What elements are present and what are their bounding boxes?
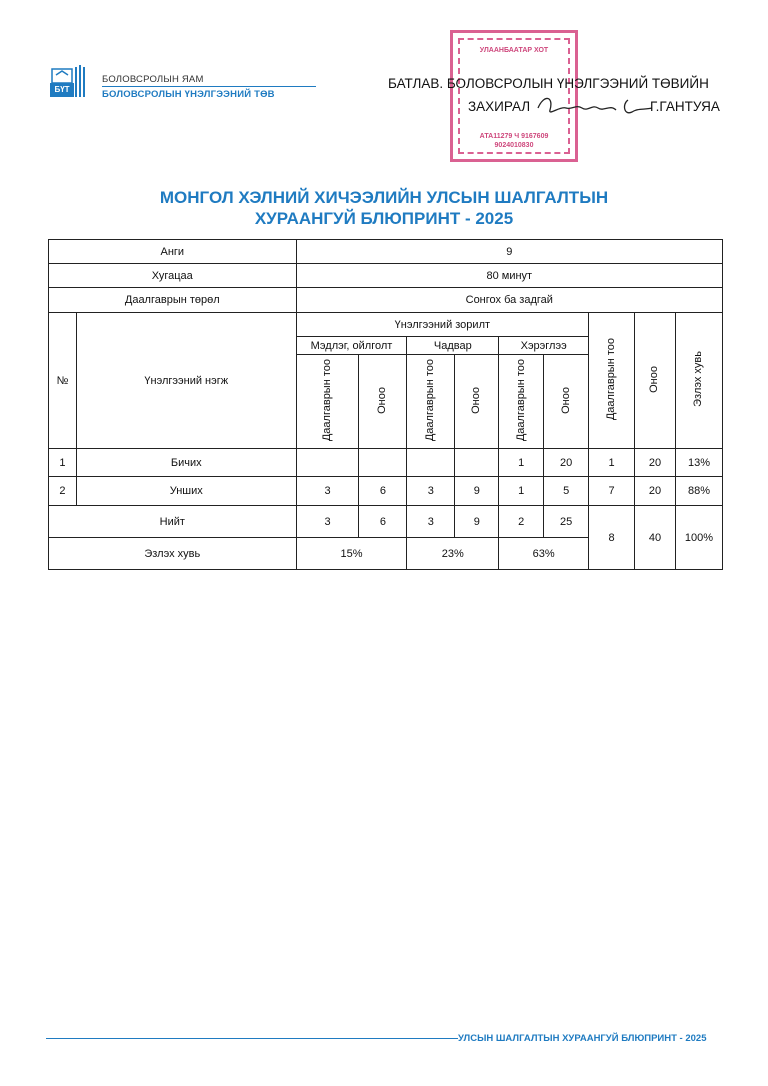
number-header: № xyxy=(49,313,77,449)
row-skill-count xyxy=(407,449,455,477)
row-total-count: 7 xyxy=(589,477,635,506)
row-knowledge-score: 6 xyxy=(359,477,407,506)
application-share: 63% xyxy=(499,538,589,570)
knowledge-share: 15% xyxy=(296,538,407,570)
row-application-count: 1 xyxy=(499,477,544,506)
row-share: 88% xyxy=(675,477,722,506)
row-application-score: 20 xyxy=(544,449,589,477)
share-header: Эзлэх хувь xyxy=(675,313,722,449)
table-row xyxy=(49,449,723,477)
row-share: 13% xyxy=(675,449,722,477)
info-value: 80 минут xyxy=(296,264,722,288)
totals-skill-count: 3 xyxy=(407,506,455,538)
row-unit: Бичих xyxy=(76,449,296,477)
logo-center: БОЛОВСРОЛЫН ҮНЭЛГЭЭНИЙ ТӨВ xyxy=(102,89,275,100)
totals-score: 40 xyxy=(635,506,676,570)
row-number: 2 xyxy=(49,477,77,506)
knowledge-count-header: Даалгаврын тоо xyxy=(296,355,359,449)
table-row xyxy=(49,477,723,506)
footer-text: УЛСЫН ШАЛГАЛТЫН ХУРААНГУЙ БЛЮПРИНТ - 2025 xyxy=(458,1033,707,1044)
info-row xyxy=(49,288,723,313)
application-score-header: Оноо xyxy=(544,355,589,449)
totals-row xyxy=(49,506,723,538)
approval-line: БАТЛАВ. БОЛОВСРОЛЫН ҮНЭЛГЭЭНИЙ ТӨВИЙН xyxy=(388,76,709,91)
totals-knowledge-count: 3 xyxy=(296,506,359,538)
row-number: 1 xyxy=(49,449,77,477)
director-label: ЗАХИРАЛ xyxy=(468,99,531,114)
signature-icon xyxy=(532,86,662,126)
logo-divider xyxy=(102,86,316,87)
row-skill-count: 3 xyxy=(407,477,455,506)
row-knowledge-score xyxy=(359,449,407,477)
row-skill-score: 9 xyxy=(455,477,499,506)
skill-score-header: Оноо xyxy=(455,355,499,449)
total-task-count-header: Даалгаврын тоо xyxy=(589,313,635,449)
info-label: Даалгаврын төрөл xyxy=(49,288,297,313)
director-name: Г.ГАНТУЯА xyxy=(650,99,720,114)
row-knowledge-count xyxy=(296,449,359,477)
totals-knowledge-score: 6 xyxy=(359,506,407,538)
logo-badge: БҮТ xyxy=(50,83,74,97)
info-row xyxy=(49,240,723,264)
shares-label: Эзлэх хувь xyxy=(49,538,297,570)
blueprint-table xyxy=(48,239,723,570)
skill-header: Чадвар xyxy=(407,337,499,355)
totals-application-score: 25 xyxy=(544,506,589,538)
skill-count-header: Даалгаврын тоо xyxy=(407,355,455,449)
knowledge-score-header: Оноо xyxy=(359,355,407,449)
row-total-score: 20 xyxy=(635,477,676,506)
page-title-line-2: ХУРААНГУЙ БЛЮПРИНТ - 2025 xyxy=(254,209,514,228)
stamp-code-2: 9024010830 xyxy=(494,142,534,149)
row-total-count: 1 xyxy=(589,449,635,477)
row-skill-score xyxy=(455,449,499,477)
info-label: Хугацаа xyxy=(49,264,297,288)
info-row xyxy=(49,264,723,288)
skill-share: 23% xyxy=(407,538,499,570)
stamp-city: УЛААНБААТАР ХОТ xyxy=(479,47,549,54)
objective-header: Үнэлгээний зорилт xyxy=(296,313,589,337)
row-application-count: 1 xyxy=(499,449,544,477)
row-unit: Унших xyxy=(76,477,296,506)
stamp-code-1: АТА11279 Ч 9167609 xyxy=(479,133,549,140)
header-row xyxy=(49,313,723,337)
totals-application-count: 2 xyxy=(499,506,544,538)
totals-share: 100% xyxy=(675,506,722,570)
application-header: Хэрэглээ xyxy=(499,337,589,355)
totals-task-count: 8 xyxy=(589,506,635,570)
info-label: Анги xyxy=(49,240,297,264)
page-title-line-1: МОНГОЛ ХЭЛНИЙ ХИЧЭЭЛИЙН УЛСЫН ШАЛГАЛТЫН xyxy=(159,188,609,207)
total-score-header: Оноо xyxy=(635,313,676,449)
logo xyxy=(50,63,280,103)
application-count-header: Даалгаврын тоо xyxy=(499,355,544,449)
logo-ministry: БОЛОВСРОЛЫН ЯАМ xyxy=(102,74,204,85)
totals-skill-score: 9 xyxy=(455,506,499,538)
knowledge-header: Мэдлэг, ойлголт xyxy=(296,337,407,355)
row-total-score: 20 xyxy=(635,449,676,477)
info-value: Сонгох ба задгай xyxy=(296,288,722,313)
row-application-score: 5 xyxy=(544,477,589,506)
info-value: 9 xyxy=(296,240,722,264)
row-knowledge-count: 3 xyxy=(296,477,359,506)
footer-divider xyxy=(46,1038,458,1039)
unit-header: Үнэлгээний нэгж xyxy=(76,313,296,449)
totals-label: Нийт xyxy=(49,506,297,538)
